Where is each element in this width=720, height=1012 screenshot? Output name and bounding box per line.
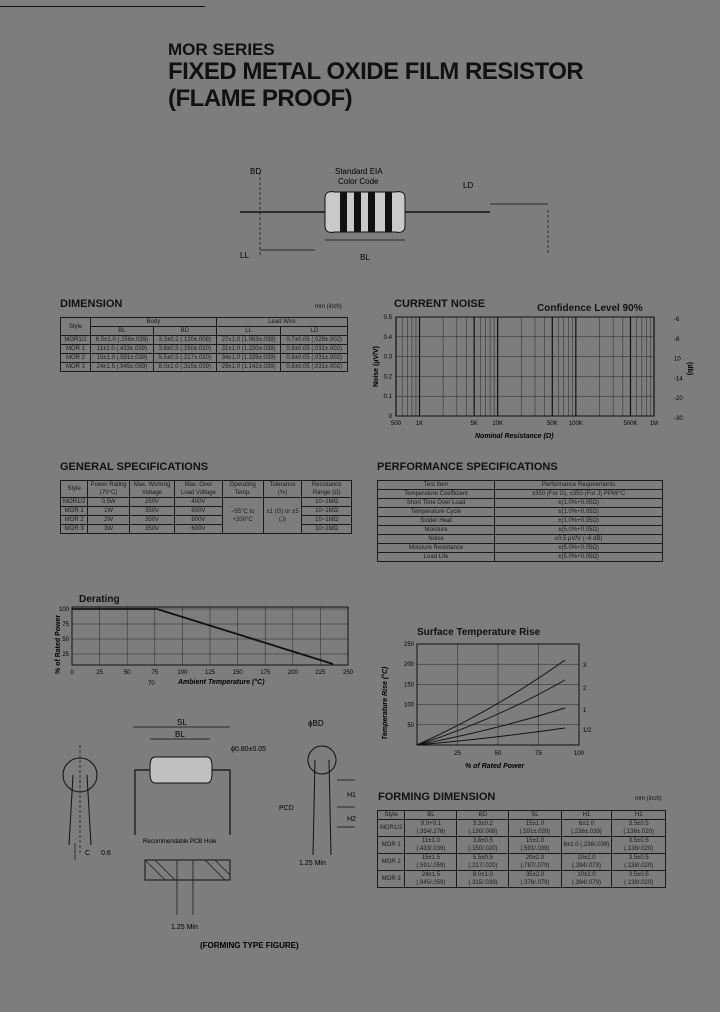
table-row [378,535,663,544]
form-h2: 3.5±0.5 (.138/.020) [612,854,666,871]
noise-db-tick: -30 [674,416,683,422]
noise-db-tick: -8 [674,336,680,343]
title-line-2: (FLAME PROOF) [168,85,353,112]
derating-x-tick: 200 [287,670,298,676]
surface-x-tick: 75 [535,751,542,757]
min-label-left: 0.6 [101,850,111,857]
table-row [378,526,663,535]
curve-label: 1 [583,708,587,714]
form-bd: 3.8±0.5 (.150/.020) [457,837,509,854]
gen-resistance: 10~1MΩ [302,516,352,525]
form-h2: 3.5±0.5 (.138±.020) [612,820,666,837]
perf-req: ±(5.0%+0.05Ω) [495,553,663,562]
noise-y-tick: 0.1 [383,394,392,401]
perf-test: Short Time Over Load [378,499,495,508]
form-sl: 20±2.0 (.787/.079) [509,854,561,871]
min-label-center: 1.25 Min [171,924,198,931]
gen-style: MOR 2 [61,516,88,525]
gen-overload: 600V [175,525,223,534]
table-row [378,508,663,517]
gen-power: 3W [88,525,130,534]
form-bl: 15±1.5 (.591/.059) [405,854,457,871]
table-row [378,553,663,562]
perf-test: Moisture [378,526,495,535]
dim-style: MOR 1 [61,345,91,354]
current-noise-chart [370,312,700,442]
color-band-3 [368,192,375,232]
dim-bl: 6.5±1.0 (.256±.039) [91,336,154,345]
dim-bd: 3.3±0.2 (.130±.008) [153,336,216,345]
form-header-bl: BL [405,811,457,820]
standard-eia-label: Standard EIA [335,167,383,176]
noise-x-tick: 1K [415,421,424,427]
gen-overload: 600V [175,507,223,516]
form-h1: 10±2.0 (.394/.079) [561,871,612,888]
gen-header-resistance: Resistance Range (Ω) [302,481,352,498]
gen-header-overload: Max. Over Load Voltage [175,481,223,498]
dim-ld: 0.7±0.05 (.028±.002) [281,336,348,345]
noise-db-tick: 10 [674,356,681,363]
top-rule [0,6,205,7]
table-row [378,854,666,871]
perf-header-test: Test Item [378,481,495,490]
dim-ld: 0.8±0.05 (.031±.002) [281,354,348,363]
gen-header-tolerance: Tolerance (%) [263,481,302,498]
derating-x-tick: 250 [342,670,354,676]
perf-test: Solder Heat [378,517,495,526]
surface-y-tick: 250 [403,642,414,648]
form-h1: 6±1.0 (.236/.039) [561,837,612,854]
form-h2: 3.5±0.5 (.138/.020) [612,837,666,854]
table-row [61,354,348,363]
color-code-label: Color Code [338,177,379,186]
color-band-2 [354,192,361,232]
perf-req: ±(5.0%+0.05Ω) [495,544,663,553]
derating-y-label: % of Rated Power [55,614,62,674]
curve-half [417,728,565,745]
perf-req: ±(5.0%+0.05Ω) [495,526,663,535]
dim-header-bl: BL [91,327,154,336]
noise-y-tick: 0 [388,414,392,420]
form-bl: 11±1.0 (.433/.039) [405,837,457,854]
noise-y-tick: 0.2 [383,374,392,381]
form-h1: 10±2.0 (.394/.079) [561,854,612,871]
derating-title: Derating [79,594,120,605]
derating-x-tick: 25 [96,670,103,676]
gen-overload: 600V [175,516,223,525]
derating-x-label: Ambient Temperature (°C) [178,679,265,686]
gen-header-working: Max. Working Voltage [129,481,174,498]
surface-temp-title: Surface Temperature Rise [417,627,541,638]
derating-chart [50,604,360,689]
form-bd: 5.5±0.5 (.217/.020) [457,854,509,871]
table-row [61,345,348,354]
dim-header-ld: LD [281,327,348,336]
gen-working: 350V [129,507,174,516]
general-title: GENERAL SPECIFICATIONS [60,461,209,473]
noise-db-label: (db) [686,362,693,376]
dim-ll: 29±1.0 (1.142±.039) [216,363,281,372]
noise-y-tick: 0.5 [383,315,392,321]
sl-label: SL [177,718,187,727]
surface-y-tick: 50 [407,722,414,729]
form-header-h2: H2 [612,811,666,820]
derating-x-tick: 175 [260,670,271,676]
dimension-title: DIMENSION [60,298,123,310]
table-row [61,498,352,507]
min-label-right: 1.25 Min [299,860,326,867]
derating-curve [72,609,333,664]
perf-req: ±350 (For G), ±350 (For J) PPM/°C [495,490,663,499]
derating-y-tick: 100 [58,607,69,613]
color-band-1 [340,192,347,232]
perf-header-req: Performance Requirements [495,481,663,490]
dim-bl: 24±1.5 (.945±.059) [91,363,154,372]
curve-2 [417,680,565,745]
resistor-diagram [230,160,560,265]
surface-y-tick: 150 [403,682,414,689]
gen-operating-temp: −55°C to +200°C [222,498,263,534]
gen-header-style: Style [61,481,88,498]
table-row [61,336,348,345]
derating-y-tick: 25 [62,652,69,658]
table-row [378,871,666,888]
ll-label: LL [240,251,249,260]
gen-resistance: 10~1MΩ [302,507,352,516]
form-h2: 3.5±0.5 (.138/.020) [612,871,666,888]
dim-bl: 15±1.0 (.591±.039) [91,354,154,363]
derating-x-tick: 50 [123,670,131,676]
form-bl: 9.0+0.1 (.354/.276) [405,820,457,837]
dim-header-body: Body [91,318,217,327]
dim-header-ll: LL [216,327,281,336]
curve-label: 1/2 [583,728,592,734]
dim-bd: 8.0±1.0 (.315±.039) [153,363,216,372]
noise-x-tick: 500 [390,421,402,427]
surface-y-label: Temperature Rise (°C) [382,666,389,740]
derating-x-tick: 100 [177,670,188,676]
table-row [378,820,666,837]
noise-x-tick: 5K [470,421,478,427]
form-bl: 24±1.5 (.945/.059) [405,871,457,888]
gen-working: 350V [129,516,174,525]
table-row [61,507,352,516]
curve-label: 2 [583,686,587,692]
form-header-h1: H1 [561,811,612,820]
form-style: MOR 3 [378,871,405,888]
derating-x-tick: 75 [151,670,159,676]
surface-x-tick: 50 [494,751,502,757]
lead-dia-label: ϕ0.80±0.05 [231,746,267,753]
form-header-style: Style [378,811,405,820]
gen-power: 2W [88,516,130,525]
perf-req: ±(1.0%+0.05Ω) [495,508,663,517]
title-line-1: FIXED METAL OXIDE FILM RESISTOR [168,58,584,85]
noise-x-tick: 50K [546,421,558,427]
dim-ll: 34±1.0 (1.339±.039) [216,354,281,363]
form-style: MOR 2 [378,854,405,871]
current-noise-title: CURRENT NOISE [394,298,486,310]
table-row [61,516,352,525]
bl-label: BL [360,253,370,262]
h2-label: H2 [347,816,356,823]
table-row [378,517,663,526]
dim-header-style: Style [61,318,91,336]
derating-y-tick: 50 [62,637,69,643]
forming-unit: mm (inch) [635,796,662,802]
form-header-sl: SL [509,811,561,820]
noise-y-tick: 0.3 [383,354,392,361]
gen-power: 0.5W [88,498,130,507]
noise-y-tick: 0.4 [383,334,392,341]
derating-extra-tick: 70 [148,681,155,687]
surface-y-tick: 100 [403,702,414,709]
gen-working: 350V [129,525,174,534]
perf-test: Moisture Resistance [378,544,495,553]
curve-1 [417,708,565,745]
perf-test: Temperature Cycle [378,508,495,517]
forming-bl-label: BL [175,730,185,739]
form-h1: 6±1.0 (.236±.039) [561,820,612,837]
dim-style: MOR 2 [61,354,91,363]
form-style: MOR 1 [378,837,405,854]
gen-header-temp: Operating Temp. [222,481,263,498]
pcb-label: Recommendable PCB Hole [143,839,217,845]
dim-ld: 0.8±0.05 (.031±.002) [281,363,348,372]
derating-x-tick: 0 [70,670,74,676]
derating-y-tick: 75 [62,622,69,628]
pcd-label: PCD [279,805,294,812]
gen-power: 1W [88,507,130,516]
noise-db-tick: -6 [674,317,680,323]
table-row [378,490,663,499]
confidence-label: Confidence Level 90% [537,303,643,314]
derating-x-tick: 125 [204,670,216,676]
forming-table [377,810,666,888]
surface-temp-chart [375,640,605,770]
bd-circle-label: ϕBD [308,719,324,728]
noise-x-tick: 10K [492,421,504,427]
dim-header-lead: Lead Wire [216,318,347,327]
gen-overload: 400V [175,498,223,507]
dimension-unit: mm (inch) [315,304,342,310]
gen-style: MOR 3 [61,525,88,534]
noise-y-label: Noise (µV/V) [373,346,380,387]
perf-req: ±(1.0%+0.05Ω) [495,517,663,526]
perf-test: Temperature Coefficient [378,490,495,499]
form-bd: 3.3±0.2 (.130/.008) [457,820,509,837]
noise-x-tick: 500K [623,421,638,427]
gen-header-power: Power Rating (70°C) [88,481,130,498]
performance-title: PERFORMANCE SPECIFICATIONS [377,461,558,473]
dimension-table [60,317,348,372]
gen-style: MOR 1 [61,507,88,516]
table-row [61,525,352,534]
derating-x-tick: 225 [315,670,326,676]
form-bd: 8.0±1.0 (.315/.039) [457,871,509,888]
forming-title: FORMING DIMENSION [378,791,496,803]
dim-style: MOR1/2 [61,336,91,345]
table-row [378,544,663,553]
dim-bd: 5.5±0.5 (.217±.020) [153,354,216,363]
surface-x-tick: 25 [454,751,461,757]
table-row [378,837,666,854]
gen-tolerance: ±1 (G) or ±5 (J) [263,498,302,534]
gen-resistance: 10~1MΩ [302,498,352,507]
table-row [61,363,348,372]
noise-x-tick: 100K [568,421,583,427]
surface-x-tick: 100 [573,751,585,757]
c-label: C [85,850,91,857]
perf-test: Noise [378,535,495,544]
gen-resistance: 10~1MΩ [302,525,352,534]
noise-x-label: Nominal Resistance (Ω) [475,433,554,440]
series-label: MOR SERIES [168,40,275,59]
ld-label: LD [463,181,474,190]
surface-y-tick: 200 [403,662,414,669]
form-sl: 35±2.0 (.378/.079) [509,871,561,888]
dim-ll: 31±1.0 (1.220±.039) [216,345,281,354]
curve-3 [417,660,565,745]
general-table [60,480,352,534]
forming-figure [55,715,375,965]
noise-db-tick: -20 [674,396,683,403]
curve-label: 3 [583,663,587,669]
color-band-4 [385,192,392,232]
surface-x-label: % of Rated Power [465,763,525,770]
form-style: MOR1/2 [378,820,405,837]
noise-x-tick: 1M [649,421,659,427]
form-header-bd: BD [457,811,509,820]
gen-style: MOR1/2 [61,498,88,507]
table-row [378,499,663,508]
noise-db-tick: -14 [674,376,683,383]
dim-ll: 27±1.0 (1.063±.039) [216,336,281,345]
dim-bd: 3.8±0.5 (.150±.020) [153,345,216,354]
perf-req: ≤0.5 μV/V (−6 dB) [495,535,663,544]
forming-caption: (FORMING TYPE FIGURE) [200,941,299,950]
dim-bl: 11±1.0 (.433±.039) [91,345,154,354]
page-title [168,58,583,112]
form-sl: 15±1.0 (.591/.039) [509,837,561,854]
bd-label: BD [250,167,262,176]
derating-x-tick: 150 [232,670,243,676]
gen-working: 250V [129,498,174,507]
h1-label: H1 [347,792,356,799]
dim-style: MOR 3 [61,363,91,372]
dim-ld: 0.8±0.05 (.031±.002) [281,345,348,354]
performance-table [377,480,663,562]
dim-header-bd: BD [153,327,216,336]
form-sl: 15±1.0 (.591±.039) [509,820,561,837]
perf-req: ±(1.0%+0.05Ω) [495,499,663,508]
perf-test: Load Life [378,553,495,562]
